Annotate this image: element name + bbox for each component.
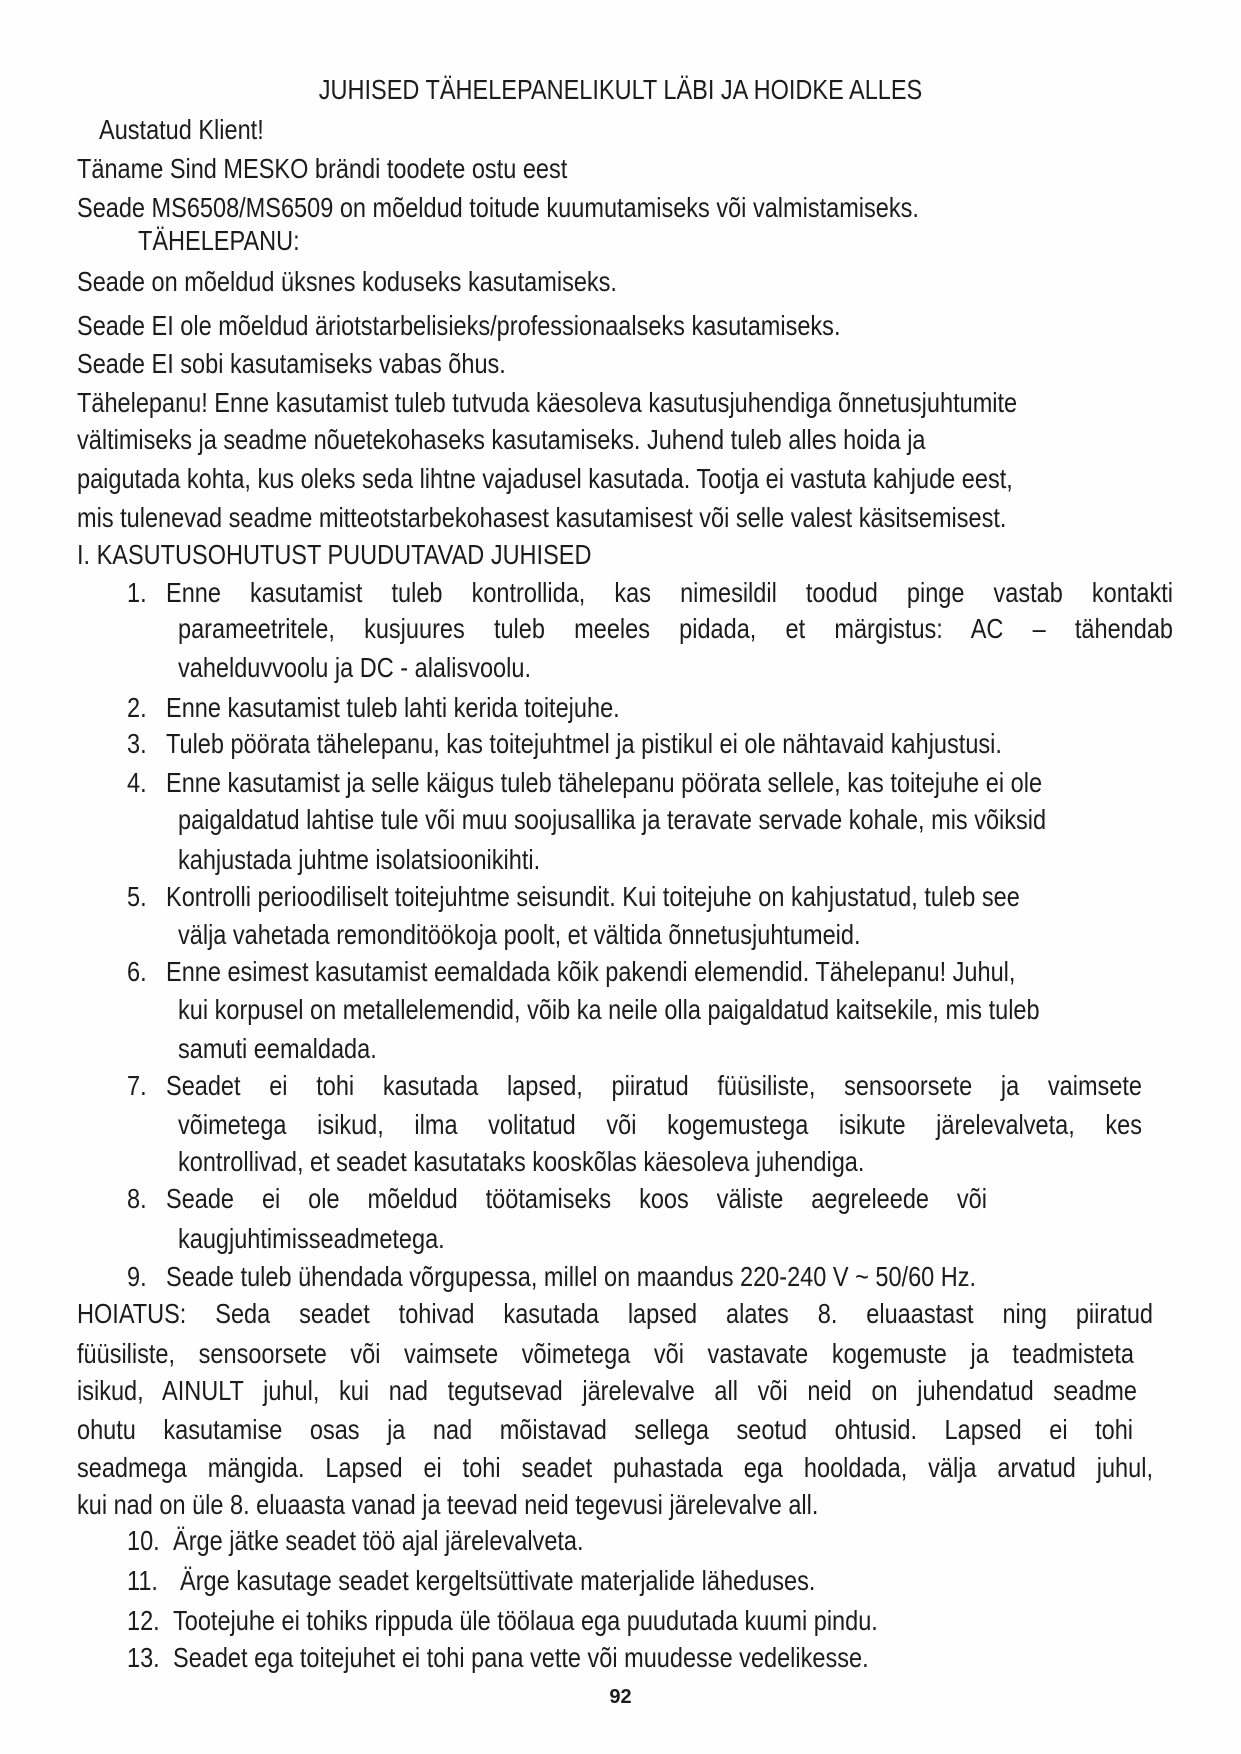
- list-item-number: 10.: [127, 1525, 160, 1556]
- notice-line: Seade on mõeldud üksnes koduseks kasutamiseks.: [77, 266, 617, 297]
- greeting: Austatud Klient!: [99, 114, 264, 145]
- list-item-line: kaugjuhtimisseadmetega.: [178, 1223, 445, 1254]
- list-item-line: Seade ei ole mõeldud töötamiseks koos väliste aegreleede või: [166, 1183, 987, 1214]
- list-item-line: Ärge jätke seadet töö ajal järelevalveta.: [173, 1525, 584, 1556]
- warning-paragraph-line: Tähelepanu! Enne kasutamist tuleb tutvuda käesoleva kasutusjuhendiga õnnetusjuhtumite: [77, 387, 1018, 418]
- list-item-number: 12.: [127, 1605, 160, 1636]
- warning-paragraph-line: paigutada kohta, kus oleks seda lihtne vajadusel kasutada. Tootja ei vastuta kahjude eest,: [77, 463, 1013, 494]
- page-number: 92: [609, 1686, 632, 1708]
- list-item-number: 1.: [127, 577, 147, 608]
- list-item-line: Enne kasutamist tuleb kontrollida, kas nimesildil toodud pinge vastab kontakti: [166, 577, 1173, 608]
- hoiatus-paragraph-line: seadmega mängida. Lapsed ei tohi seadet puhastada ega hooldada, välja arvatud juhul,: [77, 1452, 1153, 1483]
- list-item-line: Seade tuleb ühendada võrgupessa, millel on maandus 220-240 V ~ 50/60 Hz.: [166, 1261, 977, 1292]
- list-item-number: 9.: [127, 1261, 147, 1292]
- list-item-number: 2.: [127, 692, 147, 723]
- list-item-line: Tootejuhe ei tohiks rippuda üle töölaua ega puudutada kuumi pindu.: [173, 1605, 878, 1636]
- attention-label: TÄHELEPANU:: [138, 225, 300, 256]
- list-item-number: 13.: [127, 1642, 160, 1673]
- list-item-line: samuti eemaldada.: [178, 1033, 377, 1064]
- notice-line: Seade EI sobi kasutamiseks vabas õhus.: [77, 348, 506, 379]
- list-item-number: 6.: [127, 956, 147, 987]
- list-item-number: 7.: [127, 1070, 147, 1101]
- hoiatus-paragraph-line: HOIATUS: Seda seadet tohivad kasutada lapsed alates 8. eluaastast ning piiratud: [77, 1298, 1153, 1329]
- section-heading: I. KASUTUSOHUTUST PUUDUTAVAD JUHISED: [77, 539, 592, 570]
- list-item-number: 11.: [127, 1565, 158, 1596]
- list-item-line: kui korpusel on metallelemendid, võib ka neile olla paigaldatud kaitsekile, mis tuleb: [178, 994, 1040, 1025]
- list-item-line: kontrollivad, et seadet kasutataks kooskõlas käesoleva juhendiga.: [178, 1146, 865, 1177]
- list-item-line: võimetega isikud, ilma volitatud või kogemustega isikute järelevalveta, kes: [178, 1109, 1142, 1140]
- warning-paragraph-line: mis tulenevad seadme mitteotstarbekohasest kasutamisest või selle valest käsitsemisest.: [77, 502, 1007, 533]
- notice-line: Seade EI ole mõeldud äriotstarbelisieks/professionaalseks kasutamiseks.: [77, 310, 841, 341]
- list-item-line: paigaldatud lahtise tule või muu soojusallika ja teravate servade kohale, mis võiksid: [178, 804, 1047, 835]
- hoiatus-paragraph-line: ohutu kasutamise osas ja nad mõistavad sellega seotud ohtusid. Lapsed ei tohi: [77, 1414, 1133, 1445]
- list-item-line: parameetritele, kusjuures tuleb meeles pidada, et märgistus: AC – tähendab: [178, 613, 1173, 644]
- hoiatus-paragraph-line: isikud, AINULT juhul, kui nad tegutsevad järelevalve all või neid on juhendatud seadme: [77, 1375, 1137, 1406]
- thanks-line: Täname Sind MESKO brändi toodete ostu eest: [77, 153, 568, 184]
- list-item-line: Tuleb pöörata tähelepanu, kas toitejuhtmel ja pistikul ei ole nähtavaid kahjustusi.: [166, 728, 1002, 759]
- list-item-number: 4.: [127, 767, 147, 798]
- list-item-number: 3.: [127, 728, 147, 759]
- list-item-line: vahelduvvoolu ja DC - alalisvoolu.: [178, 652, 531, 683]
- list-item-line: kahjustada juhtme isolatsioonikihti.: [178, 844, 541, 875]
- list-item-line: välja vahetada remonditöökoja poolt, et vältida õnnetusjuhtumeid.: [178, 919, 861, 950]
- list-item-line: Enne kasutamist ja selle käigus tuleb tähelepanu pöörata sellele, kas toitejuhe ei ole: [166, 767, 1043, 798]
- list-item-line: Ärge kasutage seadet kergeltsüttivate materjalide läheduses.: [180, 1565, 816, 1596]
- warning-paragraph-line: vältimiseks ja seadme nõuetekohaseks kasutamiseks. Juhend tuleb alles hoida ja: [77, 424, 926, 455]
- list-item-line: Kontrolli perioodiliselt toitejuhtme seisundit. Kui toitejuhe on kahjustatud, tuleb see: [166, 881, 1020, 912]
- document-title: JUHISED TÄHELEPANELIKULT LÄBI JA HOIDKE ALLES: [318, 74, 923, 105]
- list-item-line: Seadet ei tohi kasutada lapsed, piiratud füüsiliste, sensoorsete ja vaimsete: [166, 1070, 1142, 1101]
- list-item-number: 8.: [127, 1183, 147, 1214]
- hoiatus-paragraph-line: füüsiliste, sensoorsete või vaimsete võimetega või vastavate kogemuste ja teadmisteta: [77, 1338, 1134, 1369]
- list-item-number: 5.: [127, 881, 147, 912]
- list-item-line: Enne esimest kasutamist eemaldada kõik pakendi elemendid. Tähelepanu! Juhul,: [166, 956, 1016, 987]
- hoiatus-paragraph-line: kui nad on üle 8. eluaasta vanad ja teevad neid tegevusi järelevalve all.: [77, 1489, 819, 1520]
- list-item-line: Enne kasutamist tuleb lahti kerida toitejuhe.: [166, 692, 620, 723]
- list-item-line: Seadet ega toitejuhet ei tohi pana vette või muudesse vedelikesse.: [173, 1642, 869, 1673]
- purpose-line: Seade MS6508/MS6509 on mõeldud toitude kuumutamiseks või valmistamiseks.: [77, 192, 919, 223]
